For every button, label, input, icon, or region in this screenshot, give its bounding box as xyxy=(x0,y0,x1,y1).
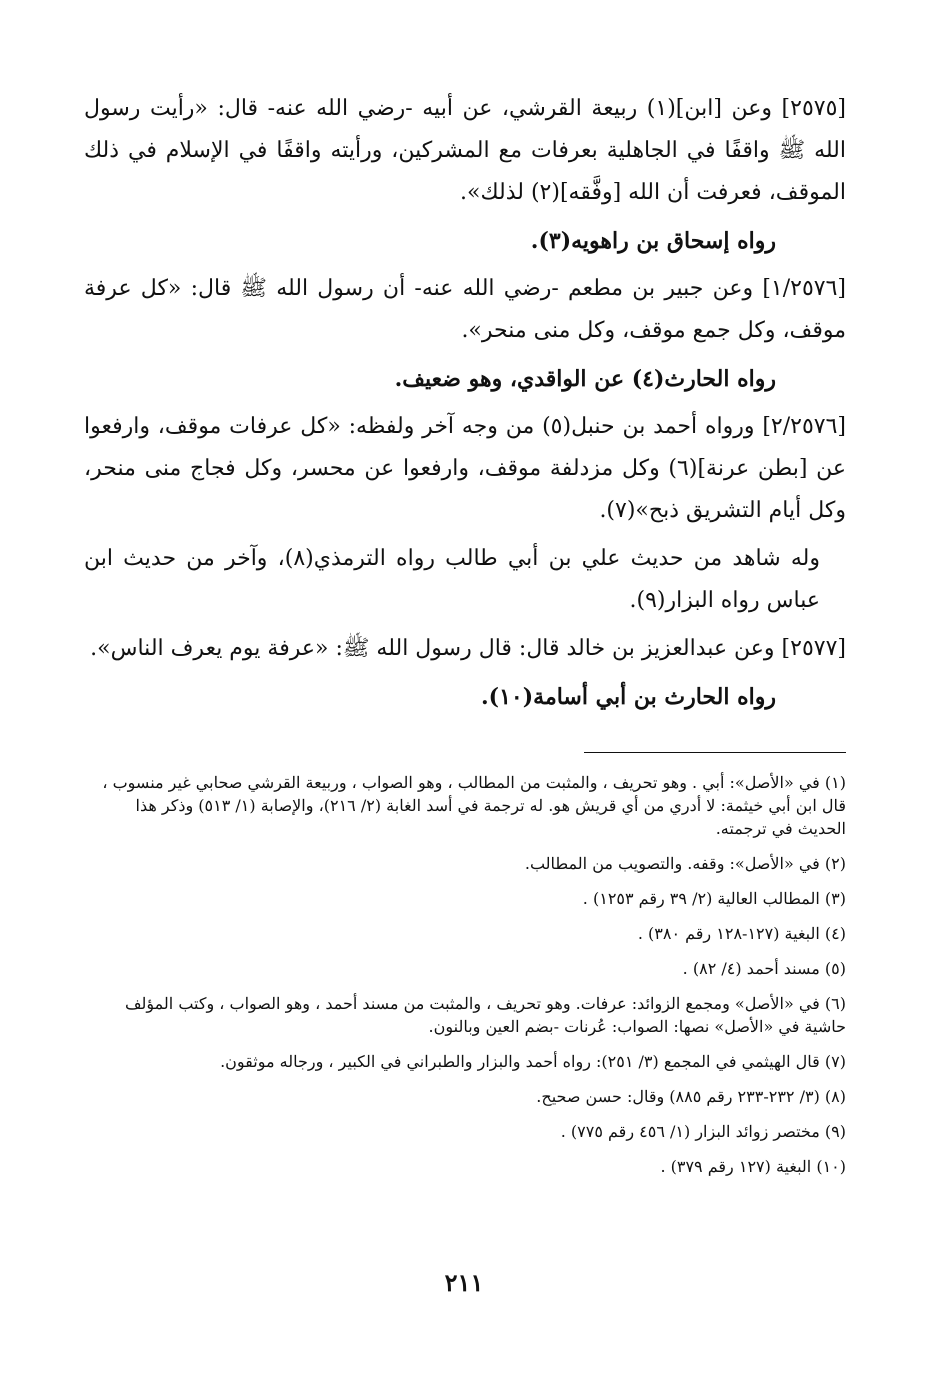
footnote-10: (١٠) البغية (١٢٧ رقم ٣٧٩) . xyxy=(660,1157,846,1176)
hadith-2576-2: [٢/٢٥٧٦] ورواه أحمد بن حنبل(٥) من وجه آخر ولفظه: «كل عرفات موقف، وارفعوا عن [بطن عرنة](٦) وكل مزدلفة موقف، وارفعوا عن محسر، وكل فجاج منى منحر، وكل أيام التشريق ذبح»(٧). xyxy=(84,414,847,523)
source-note-2575: رواه إسحاق بن راهويه(٣). xyxy=(530,228,776,254)
footnote-1: (١) في «الأصل»: أبي . وهو تحريف ، والمثبت من المطالب ، وهو الصواب ، وربيعة القرشي صحابي غير منسوب ، قال ابن أبي خيثمة: لا أدري من أي قريش هو. له ترجمة في أسد الغابة (٢/ ٢١٦)، والإصابة (١/ ٥١٣) وذكر هذا الحديث في ترجمته. xyxy=(102,773,846,838)
footnote-6: (٦) في «الأصل» ومجمع الزوائد: عرفات. وهو تحريف ، والمثبت من مسند أحمد ، وهو الصواب ، وكتب المؤلف حاشية في «الأصل» نصها: الصواب: عُرنات -بضم العين وبالنون. xyxy=(124,994,846,1036)
source-note-2577: رواه الحارث بن أبي أسامة(١٠). xyxy=(481,684,776,710)
footnote-2: (٢) في «الأصل»: وقفه. والتصويب من المطالب. xyxy=(524,854,846,873)
footnote-divider xyxy=(584,752,846,753)
hadith-2575: [٢٥٧٥] وعن [ابن](١) ربيعة القرشي، عن أبيه -رضي الله عنه- قال: «رأيت رسول الله ﷺ واقفًا في الجاهلية بعرفات مع المشركين، ورأيته واقفًا في الإسلام في ذلك الموقف، فعرفت أن الله [وفَّقه](٢) لذلك». xyxy=(84,96,846,205)
hadith-2577: [٢٥٧٧] وعن عبدالعزيز بن خالد قال: قال رسول الله ﷺ: «عرفة يوم يعرف الناس». xyxy=(90,636,846,661)
source-note-2576-1: رواه الحارث(٤) عن الواقدي، وهو ضعيف. xyxy=(394,366,776,392)
witness-note: وله شاهد من حديث علي بن أبي طالب رواه الترمذي(٨)، وآخر من حديث ابن عباس رواه البزار(٩). xyxy=(84,546,820,613)
footnotes xyxy=(84,771,846,1178)
footnote-3: (٣) المطالب العالية (٢/ ٣٩ رقم ١٢٥٣) . xyxy=(582,889,846,908)
footnote-4: (٤) البغية (١٢٧-١٢٨ رقم ٣٨٠) . xyxy=(637,924,846,943)
main-text xyxy=(84,88,846,718)
page-number: ٢١١ xyxy=(444,1268,484,1297)
footnote-5: (٥) مسند أحمد (٤/ ٨٢) . xyxy=(682,959,846,978)
hadith-2576-1: [١/٢٥٧٦] وعن جبير بن مطعم -رضي الله عنه- أن رسول الله ﷺ قال: «كل عرفة موقف، وكل جمع موقف، وكل منى منحر». xyxy=(84,276,846,343)
footnote-9: (٩) مختصر زوائد البزار (١/ ٤٥٦ رقم ٧٧٥) . xyxy=(560,1122,846,1141)
footnote-7: (٧) قال الهيثمي في المجمع (٣/ ٢٥١): رواه أحمد والبزار والطبراني في الكبير ، ورجاله موثقون. xyxy=(220,1052,846,1071)
footnote-8: (٨) (٣/ ٢٣٢-٢٣٣ رقم ٨٨٥) وقال: حسن صحيح. xyxy=(536,1087,846,1106)
